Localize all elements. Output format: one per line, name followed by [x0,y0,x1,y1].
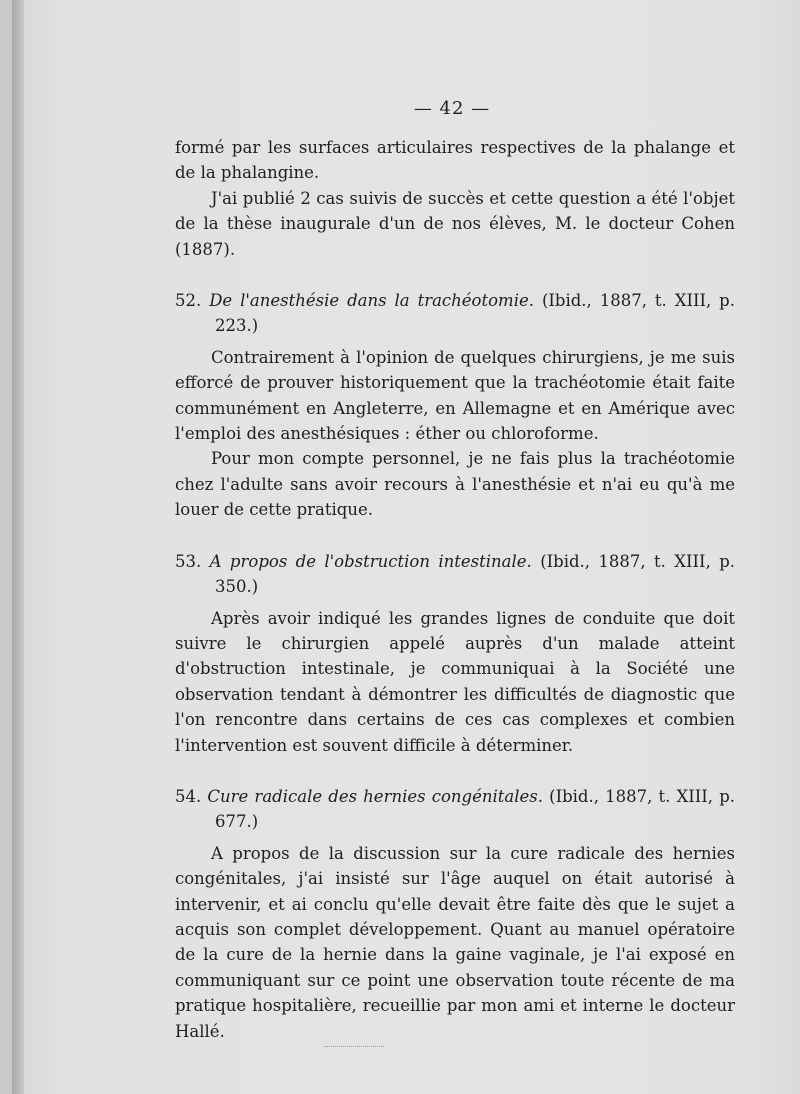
entry-54-paragraph-1: A propos de la discussion sur la cure radicale des hernies congénitales, j'ai insisté sur l'âge auquel on était autorisé à intervenir, et ai conclu qu'elle devait être faite dès que le sujet a acquis son complet développement. Quant au manuel opératoire de la cure de la hernie dans la gaine vaginale, je l'ai exposé en communiquant sur ce point une observation toute récente de ma pratique hospitalière, recueillie par mon ami et interne le docteur Hallé. [175,843,735,1041]
book-page [12,0,800,1094]
entry-53-paragraph-1: Après avoir indiqué les grandes lignes de conduite que doit suivre le chirurgien appelé auprès d'un malade atteint d'obstruction intestinale, je communiquai à la Société une observation tendant à démontrer les difficultés de diagnostic que l'on rencontre dans certains de ces cas complexes et combien l'intervention est souvent difficile à déterminer. [175,608,735,755]
page-number: — 42 — [413,98,491,119]
page-gutter-shadow [12,0,24,1094]
entry-reference: (Ibid., 1887, t. XIII, p. 350.) [215,551,736,597]
entry-number: 53. [175,551,202,571]
page-body [175,135,735,1044]
entry-heading-53 [175,549,735,600]
entry-reference: (Ibid., 1887, t. XIII, p. 223.) [215,291,735,336]
entry-title: Cure radicale des hernies congénitales. [207,786,543,806]
entry-title: A propos de l'obstruction intestinale. [209,551,532,571]
entry-52-paragraph-2: Pour mon compte personnel, je ne fais plus la trachéotomie chez l'adulte sans avoir recours à l'anesthésie et n'ai eu qu'à me louer de cette pratique. [175,449,735,520]
continuation-paragraph: formé par les surfaces articulaires respectives de la phalange et de la phalangine. [175,138,735,183]
entry-number: 54. [175,786,202,806]
intro-paragraph: J'ai publié 2 cas suivis de succès et cette question a été l'objet de la thèse inaugurale d'un de nos élèves, M. le docteur Cohen (1887). [175,188,735,259]
entry-reference: (Ibid., 1887, t. XIII, p. 677.) [215,786,735,832]
entry-title: De l'anesthésie dans la trachéotomie. [209,291,534,311]
entry-heading-54 [175,784,735,835]
entry-number: 52. [175,291,202,311]
page-smudge-mark [324,1046,384,1048]
entry-heading-52 [175,288,735,339]
entry-52-paragraph-1: Contrairement à l'opinion de quelques chirurgiens, je me suis efforcé de prouver historiquement que la trachéotomie était faite communément en Angleterre, en Allemagne et en Amérique avec l'emploi des anesthésiques : éther ou chloroforme. [175,347,735,444]
